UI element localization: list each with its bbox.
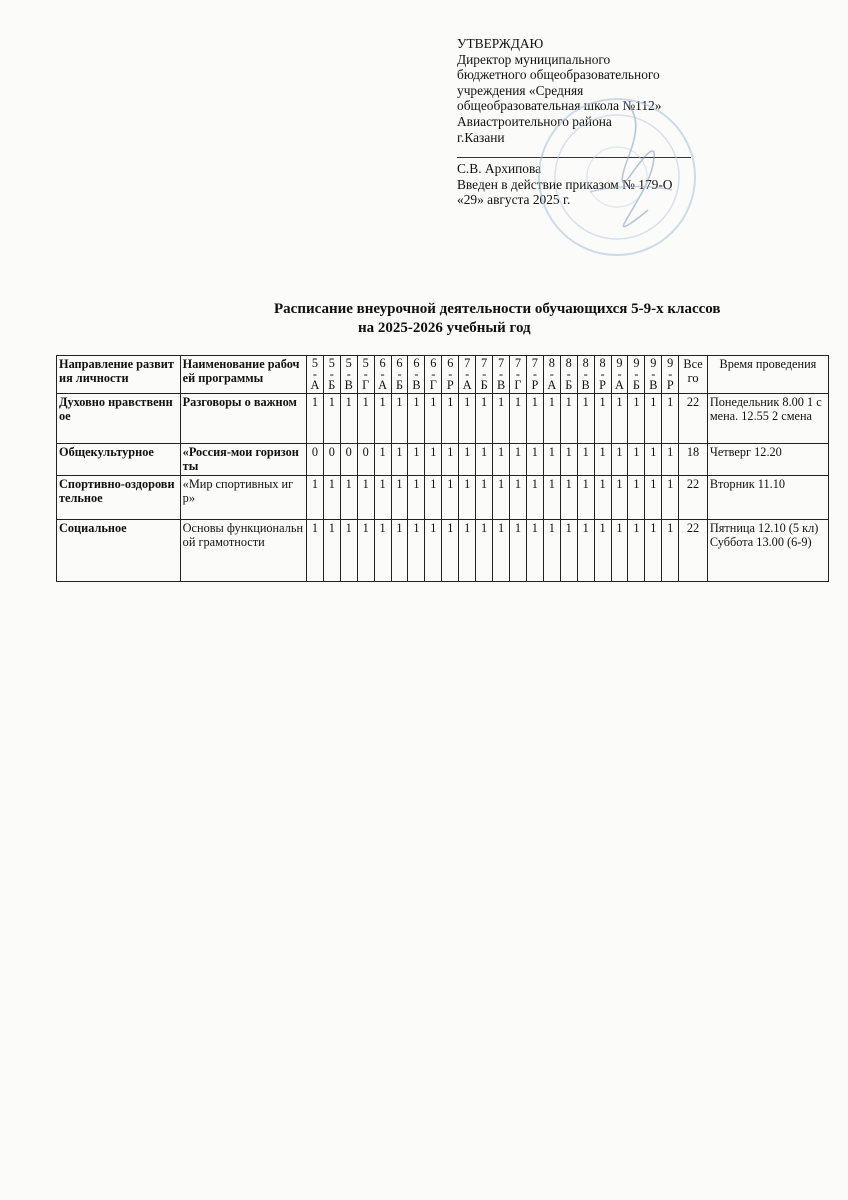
class-letter: Б xyxy=(395,378,404,392)
document-title xyxy=(0,300,848,338)
row-value: 1 xyxy=(442,476,459,520)
row-value: 1 xyxy=(459,394,476,444)
table-row xyxy=(57,520,829,582)
row-value: 1 xyxy=(374,394,391,444)
row-value: 1 xyxy=(628,520,645,582)
class-letter: А xyxy=(378,378,388,392)
header-class xyxy=(323,356,340,394)
row-value: 1 xyxy=(611,520,628,582)
row-value: 1 xyxy=(391,476,408,520)
row-value: 1 xyxy=(577,520,594,582)
row-direction: Социальное xyxy=(57,520,181,582)
row-value: 1 xyxy=(459,476,476,520)
row-value: 1 xyxy=(357,394,374,444)
approval-heading: УТВЕРЖДАЮ xyxy=(457,36,544,51)
row-value: 1 xyxy=(425,444,442,476)
row-value: 1 xyxy=(577,394,594,444)
row-value: 1 xyxy=(577,476,594,520)
row-value: 1 xyxy=(662,520,679,582)
header-class xyxy=(306,356,323,394)
approval-line: общеобразовательная школа №112» xyxy=(457,98,662,114)
class-letter: Р xyxy=(531,378,539,392)
class-letter: Р xyxy=(599,378,606,392)
table-row xyxy=(57,476,829,520)
class-letter: Р xyxy=(666,378,674,392)
row-value: 1 xyxy=(408,476,425,520)
class-letter: Г xyxy=(362,378,370,392)
class-number: 7 xyxy=(531,356,538,370)
class-number: 6 xyxy=(447,356,454,370)
row-value: 1 xyxy=(493,444,510,476)
header-time: Время проведения xyxy=(707,356,828,394)
header-class xyxy=(408,356,425,394)
table-header-row xyxy=(57,356,829,394)
row-time: Пятница 12.10 (5 кл) Суббота 13.00 (6-9) xyxy=(707,520,828,582)
header-class xyxy=(357,356,374,394)
header-class xyxy=(374,356,391,394)
class-dash: - xyxy=(651,367,656,381)
class-letter: В xyxy=(412,378,421,392)
row-value: 0 xyxy=(306,444,323,476)
class-letter: Г xyxy=(429,378,437,392)
row-value: 1 xyxy=(442,520,459,582)
row-value: 1 xyxy=(628,476,645,520)
row-value: 1 xyxy=(374,520,391,582)
row-value: 1 xyxy=(459,444,476,476)
row-program: Основы функциональной грамотности xyxy=(180,520,306,582)
row-value: 0 xyxy=(323,444,340,476)
row-value: 1 xyxy=(594,444,611,476)
class-dash: - xyxy=(465,367,470,381)
header-class xyxy=(510,356,527,394)
schedule-table xyxy=(56,355,829,582)
row-value: 1 xyxy=(526,444,543,476)
class-dash: - xyxy=(363,367,368,381)
row-value: 1 xyxy=(594,476,611,520)
header-class xyxy=(594,356,611,394)
row-value: 1 xyxy=(323,520,340,582)
row-value: 1 xyxy=(611,444,628,476)
row-value: 1 xyxy=(611,476,628,520)
row-value: 1 xyxy=(543,394,560,444)
class-letter: Б xyxy=(565,378,573,392)
approval-line: бюджетного общеобразовательного xyxy=(457,67,660,83)
row-value: 1 xyxy=(374,476,391,520)
class-number: 5 xyxy=(328,356,335,370)
class-dash: - xyxy=(583,367,588,381)
class-dash: - xyxy=(566,367,571,381)
row-total: 22 xyxy=(679,394,708,444)
row-total: 22 xyxy=(679,520,708,582)
header-class xyxy=(493,356,510,394)
class-number: 9 xyxy=(650,356,657,370)
class-dash: - xyxy=(431,367,436,381)
row-value: 1 xyxy=(425,520,442,582)
class-letter: Г xyxy=(514,378,522,392)
row-time: Понедельник 8.00 1 смена. 12.55 2 смена xyxy=(707,394,828,444)
row-value: 1 xyxy=(323,394,340,444)
class-letter: В xyxy=(649,378,658,392)
row-time: Четверг 12.20 xyxy=(707,444,828,476)
row-value: 1 xyxy=(493,476,510,520)
class-number: 9 xyxy=(616,356,623,370)
class-letter: А xyxy=(547,378,557,392)
row-value: 1 xyxy=(543,476,560,520)
row-value: 1 xyxy=(459,520,476,582)
row-value: 1 xyxy=(526,394,543,444)
class-letter: В xyxy=(581,378,590,392)
signature-line xyxy=(457,145,691,158)
class-number: 6 xyxy=(396,356,403,370)
header-class xyxy=(425,356,442,394)
approval-line: Директор муниципального xyxy=(457,51,611,67)
table-row xyxy=(57,394,829,444)
class-number: 6 xyxy=(379,356,386,370)
row-value: 1 xyxy=(510,444,527,476)
row-total: 22 xyxy=(679,476,708,520)
row-value: 1 xyxy=(323,476,340,520)
class-dash: - xyxy=(498,367,504,381)
class-dash: - xyxy=(380,367,385,381)
class-dash: - xyxy=(346,367,351,381)
row-value: 1 xyxy=(560,394,577,444)
header-class xyxy=(476,356,493,394)
row-value: 1 xyxy=(645,444,662,476)
row-value: 1 xyxy=(476,394,493,444)
row-value: 1 xyxy=(306,394,323,444)
title-line-2: на 2025-2026 учебный год xyxy=(358,320,531,336)
row-value: 1 xyxy=(526,476,543,520)
class-number: 8 xyxy=(599,356,606,370)
approval-block xyxy=(457,36,787,208)
class-dash: - xyxy=(312,367,317,381)
approval-line: учреждения «Средняя xyxy=(457,82,584,98)
row-value: 1 xyxy=(391,394,408,444)
class-number: 8 xyxy=(582,356,589,370)
header-class xyxy=(662,356,679,394)
row-value: 1 xyxy=(628,394,645,444)
row-value: 1 xyxy=(391,444,408,476)
row-value: 1 xyxy=(577,444,594,476)
row-value: 1 xyxy=(306,476,323,520)
class-letter: В xyxy=(344,378,353,392)
row-value: 1 xyxy=(560,444,577,476)
header-class xyxy=(391,356,408,394)
row-value: 1 xyxy=(476,520,493,582)
class-number: 8 xyxy=(565,356,572,370)
row-program: «Россия-мои горизонты xyxy=(180,444,306,476)
class-number: 9 xyxy=(633,356,640,370)
row-value: 1 xyxy=(594,520,611,582)
header-class xyxy=(543,356,560,394)
row-value: 1 xyxy=(628,444,645,476)
header-direction: Направление развития личности xyxy=(57,356,181,394)
class-dash: - xyxy=(482,367,487,381)
class-dash: - xyxy=(515,367,521,381)
row-value: 1 xyxy=(306,520,323,582)
class-letter: Р xyxy=(446,378,454,392)
row-value: 1 xyxy=(408,444,425,476)
row-value: 1 xyxy=(374,444,391,476)
class-letter: А xyxy=(462,378,472,392)
row-value: 1 xyxy=(493,394,510,444)
class-number: 5 xyxy=(362,356,369,370)
class-number: 8 xyxy=(548,356,555,370)
row-value: 1 xyxy=(510,520,527,582)
row-time: Вторник 11.10 xyxy=(707,476,828,520)
table-row xyxy=(57,444,829,476)
header-class xyxy=(628,356,645,394)
class-number: 6 xyxy=(413,356,420,370)
row-value: 1 xyxy=(560,520,577,582)
row-value: 1 xyxy=(493,520,510,582)
row-value: 1 xyxy=(391,520,408,582)
approval-line: г.Казани xyxy=(457,129,505,145)
class-number: 7 xyxy=(481,356,488,370)
class-letter: А xyxy=(615,378,624,392)
row-value: 1 xyxy=(425,394,442,444)
class-dash: - xyxy=(549,367,554,381)
row-value: 0 xyxy=(340,444,357,476)
row-value: 1 xyxy=(662,394,679,444)
header-class xyxy=(459,356,476,394)
header-total: Всего xyxy=(679,356,708,394)
approval-line: Авиастроительного района xyxy=(457,113,612,129)
row-program: «Мир спортивных игр» xyxy=(180,476,306,520)
class-letter: А xyxy=(310,378,320,392)
order-line: Введен в действие приказом № 179-О xyxy=(457,176,673,192)
row-program: Разговоры о важном xyxy=(180,394,306,444)
row-value: 1 xyxy=(543,444,560,476)
header-program: Наименование рабочей программы xyxy=(180,356,306,394)
row-direction: Духовно нравственное xyxy=(57,394,181,444)
class-dash: - xyxy=(532,367,537,381)
class-letter: В xyxy=(496,378,506,392)
class-number: 5 xyxy=(345,356,352,370)
class-dash: - xyxy=(600,367,605,381)
row-value: 1 xyxy=(645,394,662,444)
class-number: 7 xyxy=(464,356,471,370)
row-value: 1 xyxy=(340,476,357,520)
header-class xyxy=(645,356,662,394)
class-number: 9 xyxy=(667,356,674,370)
header-class xyxy=(526,356,543,394)
row-direction: Общекультурное xyxy=(57,444,181,476)
row-total: 18 xyxy=(679,444,708,476)
row-value: 1 xyxy=(645,520,662,582)
class-number: 7 xyxy=(497,356,505,370)
row-value: 1 xyxy=(476,444,493,476)
row-value: 1 xyxy=(340,520,357,582)
row-value: 1 xyxy=(442,394,459,444)
class-letter: Б xyxy=(632,378,640,392)
class-dash: - xyxy=(668,367,673,381)
class-dash: - xyxy=(329,367,334,381)
row-value: 1 xyxy=(510,394,527,444)
class-dash: - xyxy=(634,367,639,381)
class-number: 5 xyxy=(311,356,318,370)
header-class xyxy=(340,356,357,394)
class-letter: Б xyxy=(328,378,336,392)
class-dash: - xyxy=(617,367,622,381)
row-value: 1 xyxy=(526,520,543,582)
row-value: 1 xyxy=(425,476,442,520)
class-dash: - xyxy=(448,367,453,381)
row-value: 1 xyxy=(408,520,425,582)
date-line: «29» августа 2025 г. xyxy=(457,192,571,208)
signer-name: С.В. Архипова xyxy=(457,161,542,177)
row-value: 1 xyxy=(662,476,679,520)
row-value: 1 xyxy=(662,444,679,476)
header-class xyxy=(560,356,577,394)
row-value: 1 xyxy=(357,520,374,582)
row-value: 1 xyxy=(408,394,425,444)
class-number: 6 xyxy=(430,356,437,370)
class-letter: Б xyxy=(480,378,488,392)
row-value: 1 xyxy=(357,476,374,520)
row-direction: Спортивно-оздоровительное xyxy=(57,476,181,520)
row-value: 1 xyxy=(340,394,357,444)
row-value: 0 xyxy=(357,444,374,476)
class-dash: - xyxy=(414,367,419,381)
row-value: 1 xyxy=(510,476,527,520)
row-value: 1 xyxy=(543,520,560,582)
class-dash: - xyxy=(397,367,402,381)
row-value: 1 xyxy=(611,394,628,444)
row-value: 1 xyxy=(442,444,459,476)
row-value: 1 xyxy=(476,476,493,520)
row-value: 1 xyxy=(560,476,577,520)
row-value: 1 xyxy=(645,476,662,520)
title-line-1: Расписание внеурочной деятельности обучающихся 5-9-х классов xyxy=(274,301,721,317)
row-value: 1 xyxy=(594,394,611,444)
header-class xyxy=(442,356,459,394)
header-class xyxy=(611,356,628,394)
class-number: 7 xyxy=(514,356,522,370)
header-class xyxy=(577,356,594,394)
